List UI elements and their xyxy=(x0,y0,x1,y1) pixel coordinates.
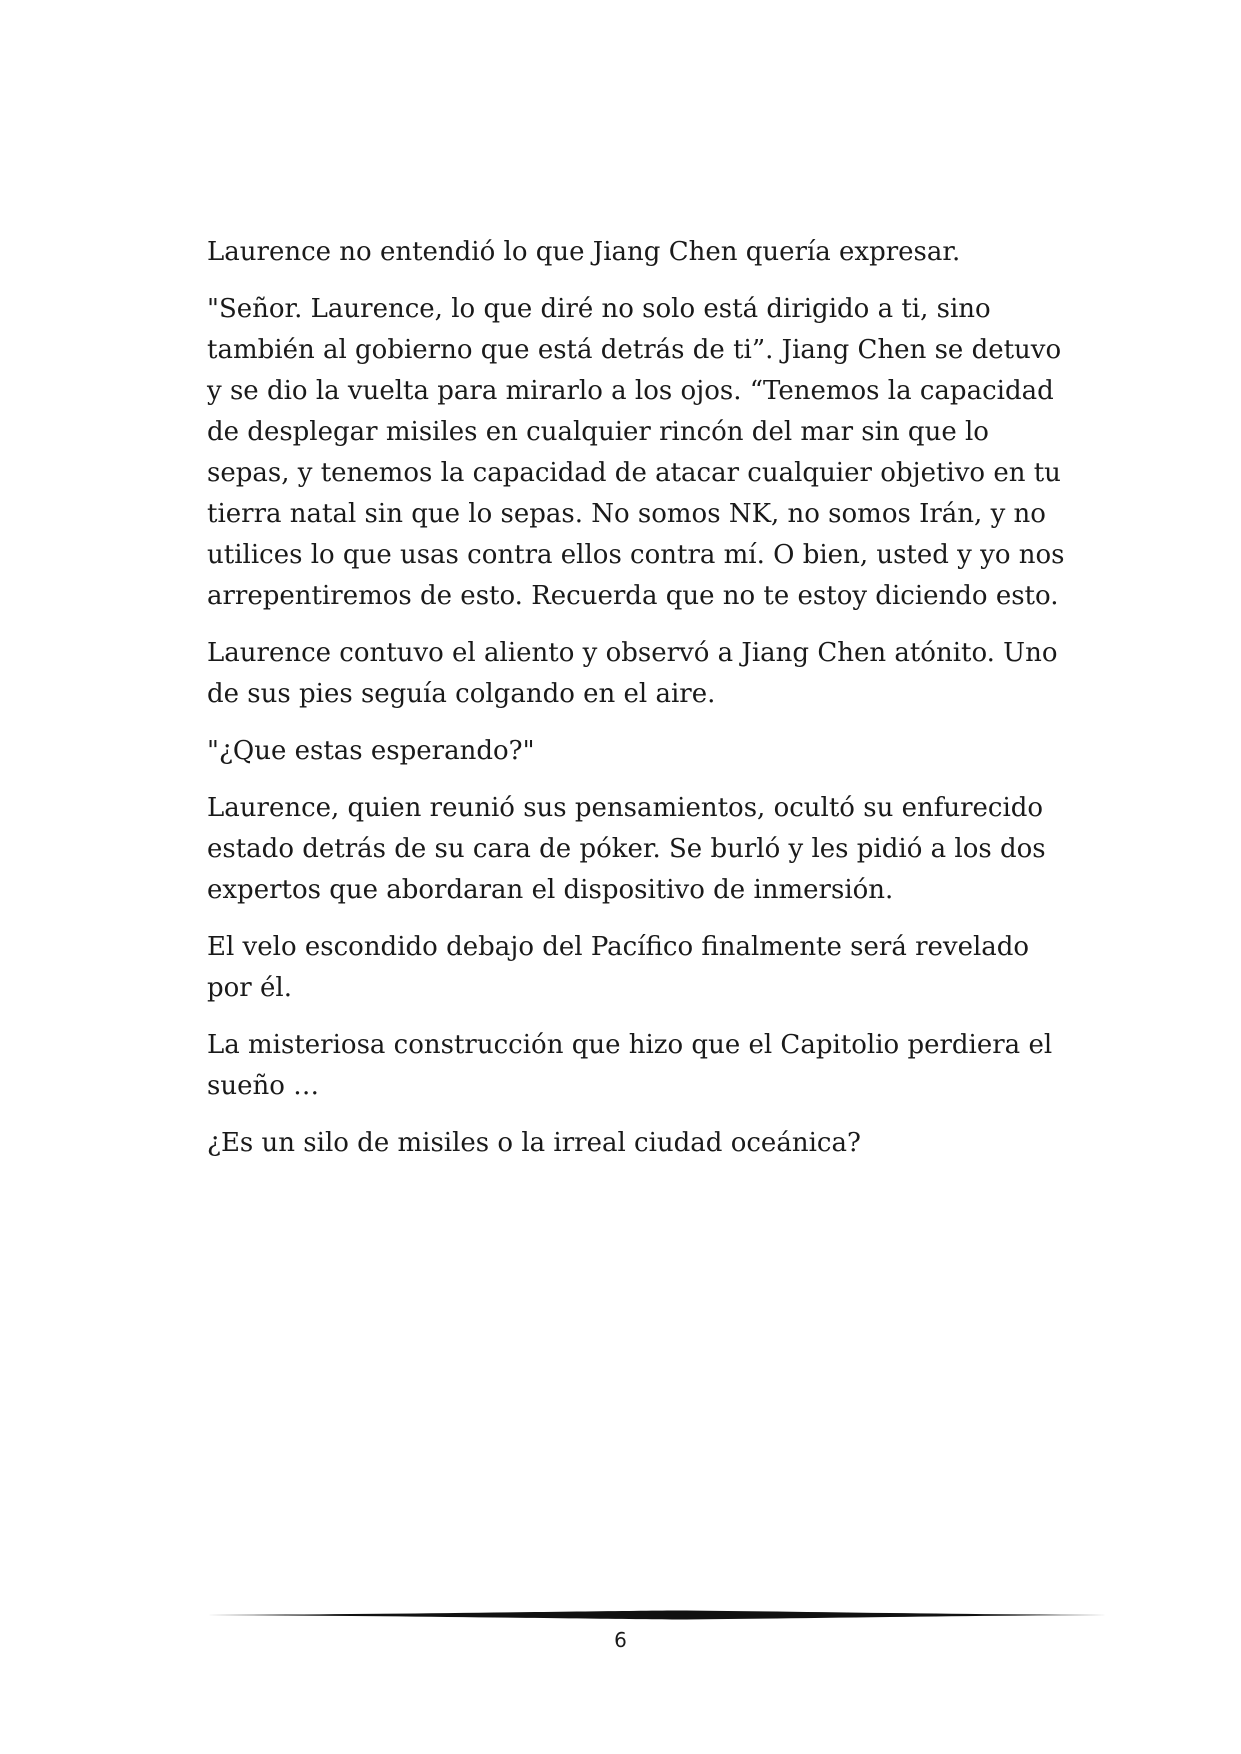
paragraph: "Señor. Laurence, lo que diré no solo está dirigido a ti, sino también al gobierno que está detrás de ti”. Jiang Chen se detuvo y se dio la vuelta para mirarlo a los ojos. “Tenemos la capacidad de desplegar misiles en cualquier rincón del mar sin que lo sepas, y tenemos la capacidad de atacar cualquier objetivo en tu tierra natal sin que lo sepas. No somos NK, no somos Irán, y no utilices lo que usas contra ellos contra mí. O bien, usted y yo nos arrepentiremos de esto. Recuerda que no te estoy diciendo esto. xyxy=(207,294,1065,611)
paragraph: Laurence, quien reunió sus pensamientos, ocultó su enfurecido estado detrás de su cara de póker. Se burló y les pidió a los dos expertos que abordaran el dispositivo de inmersión. xyxy=(207,793,1046,905)
paragraph: El velo escondido debajo del Pacífico finalmente será revelado por él. xyxy=(207,932,1030,1003)
paragraph: "¿Que estas esperando?" xyxy=(207,736,535,766)
paragraph: La misteriosa construcción que hizo que el Capitolio perdiera el sueño … xyxy=(207,1030,1053,1101)
footer-divider xyxy=(207,1609,1107,1621)
paragraph: Laurence contuvo el aliento y observó a Jiang Chen atónito. Uno de sus pies seguía colgando en el aire. xyxy=(207,638,1058,709)
paragraph: ¿Es un silo de misiles o la irreal ciudad oceánica? xyxy=(207,1128,861,1158)
page-number: 6 xyxy=(614,1628,627,1652)
body-text xyxy=(207,232,1067,1180)
paragraph: Laurence no entendió lo que Jiang Chen quería expresar. xyxy=(207,237,961,267)
